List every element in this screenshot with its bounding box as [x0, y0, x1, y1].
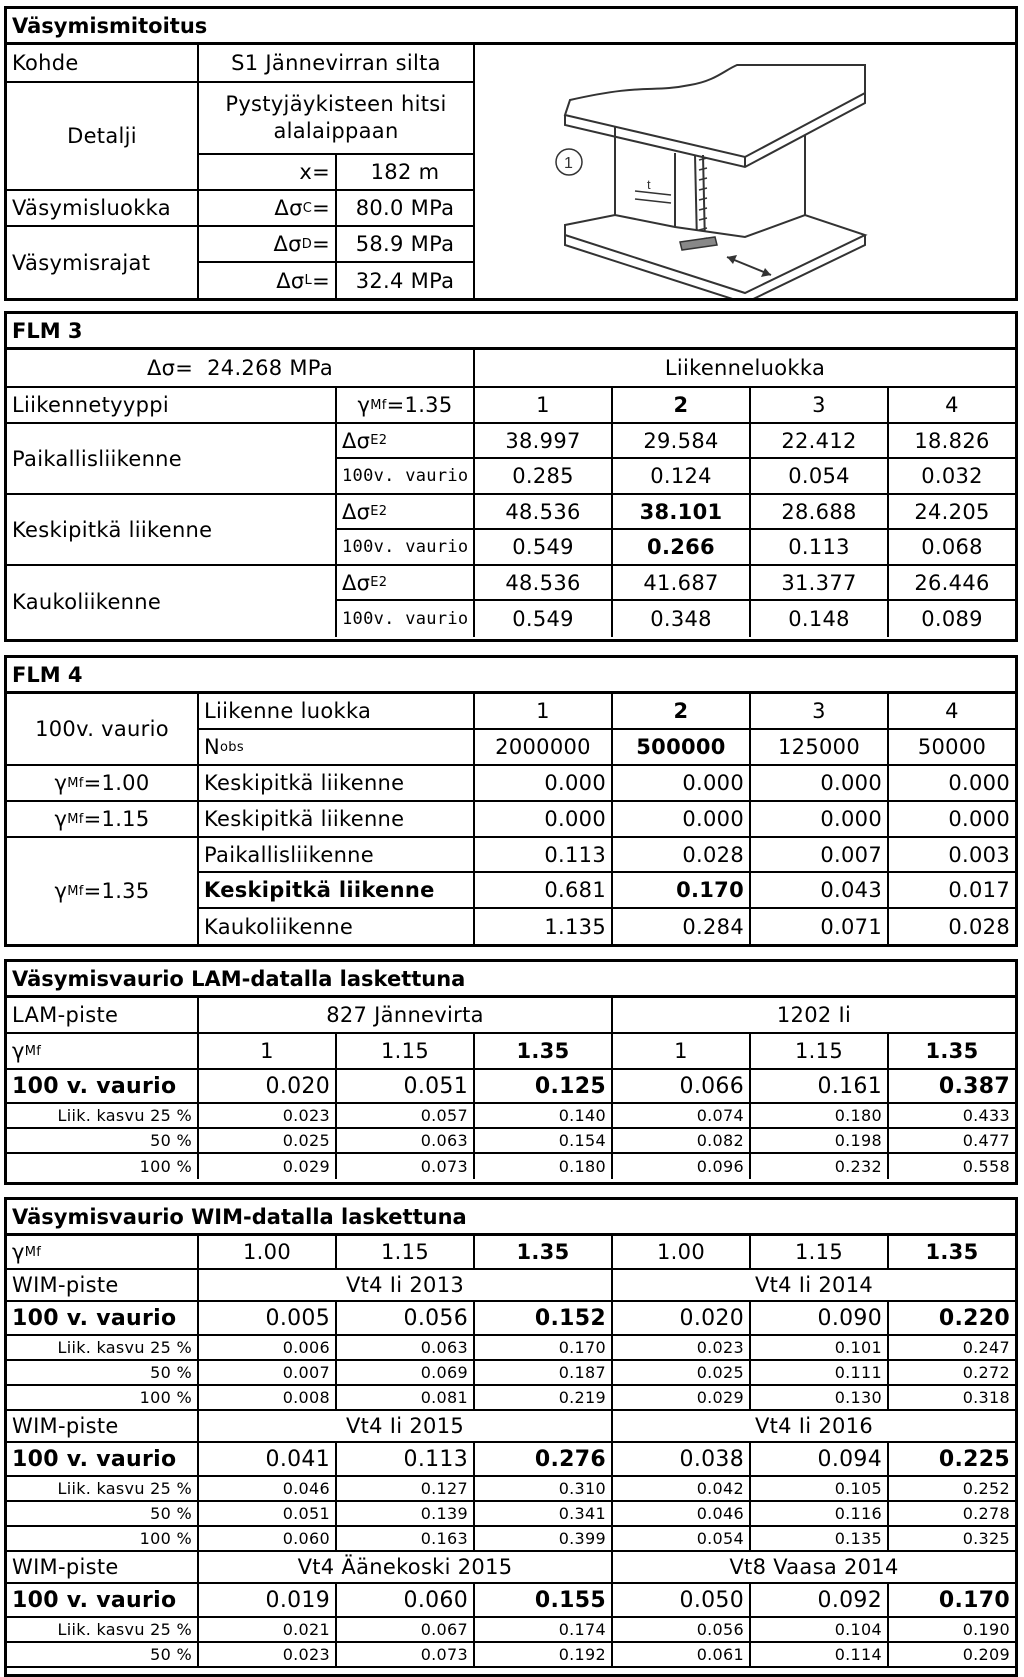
wim-growth-value: 0.073: [337, 1643, 475, 1668]
lam-gamma-value: 1.35: [475, 1034, 613, 1070]
lam-title: Väsymisvaurio LAM-datalla laskettuna: [7, 962, 1015, 998]
flm4-class-header: 2: [613, 694, 751, 730]
flm4-row-label: Keskipitkä liikenne: [199, 766, 475, 802]
wim-growth-value: 0.187: [475, 1361, 613, 1386]
wim-growth-value: 0.252: [889, 1477, 1015, 1502]
flm3-vaurio-value: 0.068: [889, 530, 1015, 566]
wim-growth-value: 0.139: [337, 1502, 475, 1527]
flm3-vaurio-label: 100v. vaurio: [337, 530, 475, 566]
flm3-vaurio-value: 0.266: [613, 530, 751, 566]
lam-growth-label: Liik. kasvu 25 %: [7, 1104, 199, 1129]
wim-gamma-value: 1.15: [751, 1236, 889, 1270]
flm3-vaurio-value: 0.113: [751, 530, 889, 566]
wim-gamma-value: 1.15: [337, 1236, 475, 1270]
figure-number: 1: [564, 155, 573, 172]
wim-growth-label: 50 %: [7, 1361, 199, 1386]
flm4-gamma-135: γ Mf =1.35: [7, 838, 199, 944]
flm3-vaurio-value: 0.089: [921, 607, 983, 631]
wim-growth-value: 0.042: [613, 1477, 751, 1502]
wim-growth-value: 0.310: [475, 1477, 613, 1502]
flm4-value: 1.135: [475, 909, 613, 944]
flm3-class-header: 1: [475, 388, 613, 424]
flm4-liikenne-luokka: Liikenne luokka: [199, 694, 475, 730]
flm4-nobs-label: N obs: [199, 730, 475, 766]
flm3-vaurio-value: 0.054: [751, 459, 889, 495]
flm4-class-header: 3: [751, 694, 889, 730]
lam-growth-label: 100 %: [7, 1154, 199, 1179]
flm4-value: 0.000: [889, 802, 1015, 838]
wim-growth-value: 0.046: [613, 1502, 751, 1527]
lam-gamma-value: 1: [199, 1034, 337, 1070]
flm4-title: FLM 4: [7, 658, 1015, 694]
flm4-value: 0.000: [475, 802, 613, 838]
lam-growth-value: 0.073: [337, 1154, 475, 1179]
detalji-label: Detalji: [7, 83, 199, 191]
wim-site1: Vt4 Ii 2013: [199, 1270, 613, 1302]
flm4-value: 0.003: [889, 838, 1015, 873]
flm4-value: 0.000: [751, 802, 889, 838]
wim-gamma-value: 1.35: [889, 1236, 1015, 1270]
lam-gamma-value: 1.35: [889, 1034, 1015, 1070]
kohde-label: Kohde: [7, 45, 199, 83]
flm4-value: 0.000: [751, 766, 889, 802]
flm4-vaurio-label: 100v. vaurio: [7, 694, 199, 766]
dsc-label: Δσ C =: [199, 191, 337, 227]
wim-vaurio-value: 0.020: [613, 1302, 751, 1336]
wim-growth-value: 0.399: [475, 1527, 613, 1552]
wim-growth-value: 0.021: [199, 1618, 337, 1643]
vasymisluokka-label: Väsymisluokka: [7, 191, 199, 227]
wim-piste-label: WIM-piste: [7, 1270, 199, 1302]
wim-vaurio-label: 100 v. vaurio: [7, 1443, 199, 1477]
flm3-delta-sigma: Δσ= 24.268 MPa: [7, 350, 475, 388]
flm4-value: 0.028: [613, 838, 751, 873]
wim-growth-value: 0.130: [751, 1386, 889, 1411]
summary-block: [4, 6, 1018, 301]
wim-vaurio-value: 0.005: [199, 1302, 337, 1336]
wim-growth-value: 0.056: [613, 1618, 751, 1643]
flm3-vaurio-value: 0.285: [475, 459, 613, 495]
lam-block: [4, 959, 1018, 1185]
wim-growth-value: 0.063: [337, 1336, 475, 1361]
wim-vaurio-value: 0.094: [751, 1443, 889, 1477]
flm4-value: 0.028: [948, 914, 1010, 939]
wim-site2: Vt4 Ii 2016: [613, 1411, 1015, 1443]
wim-title: Väsymisvaurio WIM-datalla laskettuna: [7, 1200, 1015, 1236]
flm3-vaurio-value: 0.348: [613, 601, 751, 637]
wim-vaurio-value: 0.050: [613, 1584, 751, 1618]
wim-growth-label: 50 %: [7, 1643, 199, 1668]
flm3-gamma: γ Mf =1.35: [337, 388, 475, 424]
flm4-row-label: Kaukoliikenne: [199, 909, 475, 944]
flm3-vaurio-value: 0.549: [475, 601, 613, 637]
wim-growth-label: 100 %: [7, 1386, 199, 1411]
figure-label-t: t: [647, 177, 651, 192]
wim-growth-value: 0.127: [337, 1477, 475, 1502]
lam-growth-value: 0.558: [962, 1157, 1010, 1176]
lam-site1: 827 Jännevirta: [199, 998, 613, 1034]
lam-vaurio-value: 0.066: [613, 1070, 751, 1104]
wim-growth-value: 0.135: [751, 1527, 889, 1552]
lam-vaurio-value: 0.125: [475, 1070, 613, 1104]
dsd-label: Δσ D =: [199, 227, 337, 263]
wim-site1: Vt4 Ii 2015: [199, 1411, 613, 1443]
flm3-ds-value: 18.826: [889, 424, 1015, 459]
wim-growth-value: 0.105: [751, 1477, 889, 1502]
lam-growth-value: 0.180: [475, 1154, 613, 1179]
flm3-row-label: Keskipitkä liikenne: [7, 495, 337, 566]
flm4-value: 0.000: [613, 802, 751, 838]
lam-gamma-value: 1: [613, 1034, 751, 1070]
wim-growth-label: 100 %: [7, 1527, 199, 1552]
flm4-value: 0.000: [475, 766, 613, 802]
wim-piste-label: WIM-piste: [7, 1552, 199, 1584]
wim-vaurio-value: 0.220: [889, 1302, 1015, 1336]
wim-growth-value: 0.101: [751, 1336, 889, 1361]
flm3-class-header: 3: [751, 388, 889, 424]
wim-piste-label: WIM-piste: [7, 1411, 199, 1443]
detalji-value: [199, 83, 475, 155]
flm3-vaurio-label: 100v. vaurio: [337, 601, 475, 637]
wim-vaurio-value: 0.225: [889, 1443, 1015, 1477]
wim-growth-value: 0.170: [475, 1336, 613, 1361]
flm3-ds-value: 48.536: [475, 566, 613, 601]
flm3-ds-value: 48.536: [475, 495, 613, 530]
flm4-row-label: Keskipitkä liikenne: [199, 873, 475, 909]
lam-vaurio-value: 0.020: [199, 1070, 337, 1104]
flm4-value: 0.170: [613, 873, 751, 909]
vasymisrajat-label: Väsymisrajat: [7, 227, 199, 298]
flm4-value: 0.007: [751, 838, 889, 873]
kohde-value: S1 Jännevirran silta: [199, 45, 475, 83]
flm3-liikenneluokka: Liikenneluokka: [475, 350, 1015, 388]
flm3-vaurio-value: 0.549: [475, 530, 613, 566]
detail-figure: [475, 45, 1015, 298]
wim-growth-value: 0.081: [337, 1386, 475, 1411]
wim-growth-value: 0.029: [613, 1386, 751, 1411]
flm3-class-header: 2: [613, 388, 751, 424]
flm3-liikennetyyppi: Liikennetyyppi: [7, 388, 337, 424]
lam-growth-value: 0.029: [199, 1154, 337, 1179]
flm3-vaurio-value: 0.124: [613, 459, 751, 495]
wim-site1: Vt4 Äänekoski 2015: [199, 1552, 613, 1584]
wim-growth-value: 0.023: [613, 1336, 751, 1361]
lam-growth-value: 0.433: [889, 1104, 1015, 1129]
flm4-value: 0.000: [889, 766, 1015, 802]
wim-growth-value: 0.114: [751, 1643, 889, 1668]
lam-gamma-value: 1.15: [751, 1034, 889, 1070]
wim-growth-value: 0.111: [751, 1361, 889, 1386]
wim-growth-value: 0.051: [199, 1502, 337, 1527]
flm4-class-header: 4: [889, 694, 1015, 730]
flm3-ds-value: 29.584: [613, 424, 751, 459]
wim-vaurio-value: 0.152: [475, 1302, 613, 1336]
lam-vaurio-value: 0.051: [337, 1070, 475, 1104]
flm3-class-header: 4: [889, 388, 1015, 424]
summary-title: Väsymismitoitus: [7, 9, 1015, 45]
x-value: 182 m: [337, 155, 475, 191]
flm3-ds-value: 28.688: [751, 495, 889, 530]
flm3-title: FLM 3: [7, 314, 1015, 350]
flm3-ds-label: Δσ E2: [337, 424, 475, 459]
flm4-block: [4, 655, 1018, 947]
flm3-row-label: Paikallisliikenne: [7, 424, 337, 495]
wim-growth-value: 0.116: [751, 1502, 889, 1527]
flm3-ds-value: 24.205: [889, 495, 1015, 530]
flm4-row-label: Keskipitkä liikenne: [199, 802, 475, 838]
lam-growth-value: 0.082: [613, 1129, 751, 1154]
lam-growth-value: 0.232: [751, 1154, 889, 1179]
wim-growth-value: 0.219: [475, 1386, 613, 1411]
wim-site2: Vt4 Ii 2014: [613, 1270, 1015, 1302]
wim-growth-value: 0.247: [889, 1336, 1015, 1361]
x-label: x=: [199, 155, 337, 191]
lam-growth-value: 0.140: [475, 1104, 613, 1129]
wim-growth-label: 50 %: [7, 1502, 199, 1527]
wim-gamma-label: γ Mf: [7, 1236, 199, 1270]
wim-vaurio-label: 100 v. vaurio: [7, 1584, 199, 1618]
flm3-vaurio-label: 100v. vaurio: [337, 459, 475, 495]
lam-vaurio-value: 0.161: [751, 1070, 889, 1104]
dsl-label: Δσ L =: [199, 263, 337, 298]
wim-growth-label: Liik. kasvu 25 %: [7, 1477, 199, 1502]
wim-growth-value: 0.341: [475, 1502, 613, 1527]
wim-growth-value: 0.163: [337, 1527, 475, 1552]
flm4-nobs-value: 125000: [751, 730, 889, 766]
flm4-nobs-value: 2000000: [475, 730, 613, 766]
flm4-value: 0.000: [613, 766, 751, 802]
detalji-text: Pystyjäykisteen hitsi alalaippaan: [225, 92, 447, 143]
flm3-vaurio-value: 0.032: [889, 459, 1015, 495]
flm4-gamma-100: γ Mf =1.00: [7, 766, 199, 802]
wim-site2: Vt8 Vaasa 2014: [613, 1552, 1015, 1584]
wim-growth-value: 0.192: [475, 1643, 613, 1668]
lam-vaurio-value: 0.387: [889, 1070, 1015, 1104]
lam-gamma-label: γ Mf: [7, 1034, 199, 1070]
wim-block: [4, 1197, 1018, 1677]
wim-gamma-value: 1.00: [613, 1236, 751, 1270]
welded-plate-girder-diagram: [475, 45, 1015, 298]
wim-vaurio-value: 0.038: [613, 1443, 751, 1477]
lam-growth-label: 50 %: [7, 1129, 199, 1154]
wim-growth-value: 0.061: [613, 1643, 751, 1668]
wim-growth-value: 0.007: [199, 1361, 337, 1386]
dsd-value: 58.9 MPa: [337, 227, 475, 263]
dsc-value: 80.0 MPa: [337, 191, 475, 227]
flm4-gamma-115: γ Mf =1.15: [7, 802, 199, 838]
wim-vaurio-value: 0.170: [889, 1584, 1015, 1618]
wim-growth-value: 0.008: [199, 1386, 337, 1411]
flm3-vaurio-value: 0.148: [751, 601, 889, 637]
lam-growth-value: 0.025: [199, 1129, 337, 1154]
wim-vaurio-value: 0.019: [199, 1584, 337, 1618]
dsl-value: 32.4 MPa: [337, 263, 475, 298]
lam-growth-value: 0.074: [613, 1104, 751, 1129]
lam-growth-value: 0.198: [751, 1129, 889, 1154]
flm4-value: 0.681: [475, 873, 613, 909]
lam-growth-value: 0.477: [889, 1129, 1015, 1154]
flm3-ds-value: 38.997: [475, 424, 613, 459]
flm3-block: [4, 311, 1018, 642]
lam-vaurio-label: 100 v. vaurio: [7, 1070, 199, 1104]
wim-gamma-value: 1.00: [199, 1236, 337, 1270]
flm4-value: 0.113: [475, 838, 613, 873]
lam-growth-value: 0.063: [337, 1129, 475, 1154]
flm4-nobs-value: 500000: [613, 730, 751, 766]
wim-vaurio-value: 0.090: [751, 1302, 889, 1336]
wim-growth-value: 0.046: [199, 1477, 337, 1502]
wim-growth-label: Liik. kasvu 25 %: [7, 1618, 199, 1643]
wim-vaurio-value: 0.113: [337, 1443, 475, 1477]
wim-growth-value: 0.023: [199, 1643, 337, 1668]
flm3-ds-value: 22.412: [751, 424, 889, 459]
lam-growth-value: 0.154: [475, 1129, 613, 1154]
flm3-ds-label: Δσ E2: [337, 566, 475, 601]
wim-vaurio-value: 0.041: [199, 1443, 337, 1477]
wim-growth-value: 0.272: [889, 1361, 1015, 1386]
wim-growth-value: 0.025: [613, 1361, 751, 1386]
lam-growth-value: 0.096: [613, 1154, 751, 1179]
lam-growth-value: 0.023: [199, 1104, 337, 1129]
flm4-value: 0.284: [613, 909, 751, 944]
flm4-value: 0.043: [751, 873, 889, 909]
wim-growth-value: 0.209: [889, 1643, 1015, 1668]
flm3-ds-value: 26.446: [889, 566, 1015, 601]
wim-growth-value: 0.174: [475, 1618, 613, 1643]
wim-growth-value: 0.104: [751, 1618, 889, 1643]
lam-gamma-value: 1.15: [337, 1034, 475, 1070]
wim-growth-value: 0.054: [613, 1527, 751, 1552]
wim-growth-value: 0.278: [889, 1502, 1015, 1527]
flm4-nobs-value: 50000: [889, 730, 1015, 766]
wim-vaurio-label: 100 v. vaurio: [7, 1302, 199, 1336]
wim-growth-value: 0.006: [199, 1336, 337, 1361]
wim-growth-value: 0.325: [889, 1527, 1015, 1552]
lam-growth-value: 0.180: [751, 1104, 889, 1129]
wim-vaurio-value: 0.060: [337, 1584, 475, 1618]
flm3-ds-value: 38.101: [613, 495, 751, 530]
flm4-value: 0.017: [889, 873, 1015, 909]
wim-growth-value: 0.067: [337, 1618, 475, 1643]
wim-vaurio-value: 0.276: [475, 1443, 613, 1477]
lam-growth-value: 0.057: [337, 1104, 475, 1129]
wim-growth-value: 0.060: [199, 1527, 337, 1552]
flm3-ds-value: 41.687: [613, 566, 751, 601]
lam-piste-label: LAM-piste: [7, 998, 199, 1034]
wim-growth-label: Liik. kasvu 25 %: [7, 1336, 199, 1361]
flm4-value: 0.071: [751, 909, 889, 944]
wim-growth-value: 0.190: [889, 1618, 1015, 1643]
flm3-ds-label: Δσ E2: [337, 495, 475, 530]
wim-vaurio-value: 0.056: [337, 1302, 475, 1336]
wim-growth-value: 0.069: [337, 1361, 475, 1386]
wim-gamma-value: 1.35: [475, 1236, 613, 1270]
lam-site2: 1202 Ii: [613, 998, 1015, 1034]
wim-vaurio-value: 0.155: [475, 1584, 613, 1618]
wim-vaurio-value: 0.092: [751, 1584, 889, 1618]
flm3-ds-value: 31.377: [751, 566, 889, 601]
flm4-class-header: 1: [475, 694, 613, 730]
flm4-row-label: Paikallisliikenne: [199, 838, 475, 873]
wim-growth-value: 0.318: [889, 1386, 1015, 1411]
flm3-row-label: Kaukoliikenne: [7, 566, 337, 637]
